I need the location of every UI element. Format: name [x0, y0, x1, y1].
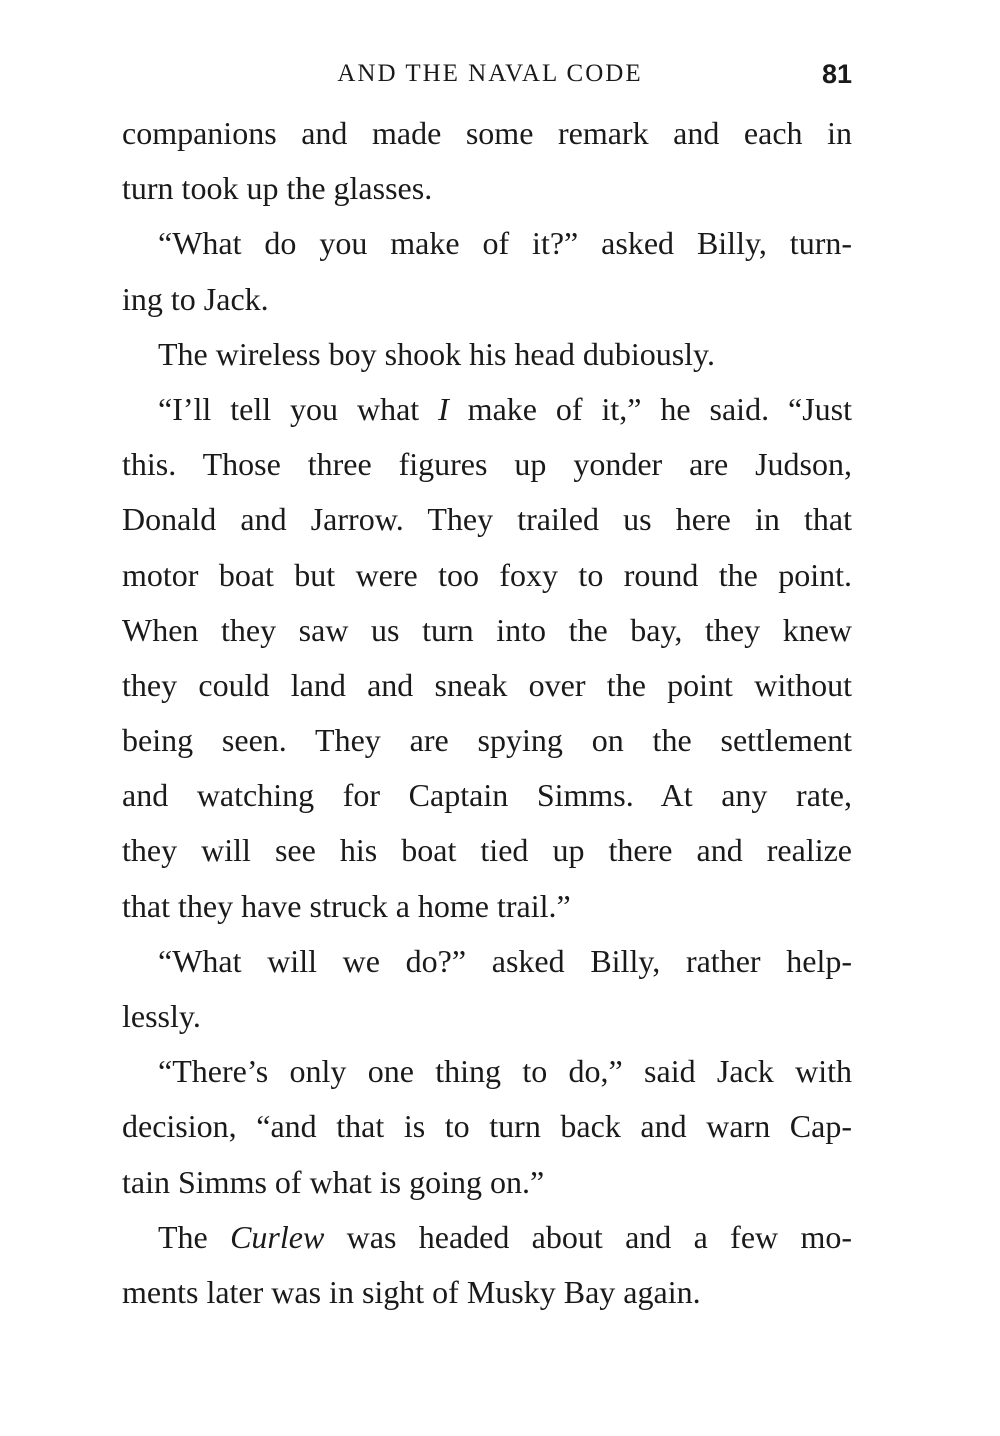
text-line: The Curlew was headed about and a few mo-: [158, 1218, 852, 1255]
text-line: they could land and sneak over the point without: [122, 666, 852, 703]
text-line: being seen. They are spying on the settlement: [122, 722, 852, 759]
text-line: lessly.: [122, 998, 201, 1034]
italic-word: I: [438, 390, 449, 427]
text-line: ments later was in sight of Musky Bay again.: [122, 1273, 701, 1310]
text-line: When they saw us turn into the bay, they knew: [122, 611, 852, 648]
italic-word: Curlew: [230, 1218, 325, 1255]
text-line: “There’s only one thing to do,” said Jack with: [158, 1053, 852, 1090]
text-line: “What will we do?” asked Billy, rather help-: [158, 942, 852, 979]
running-title: AND THE NAVAL CODE: [337, 60, 643, 87]
text-line: The wireless boy shook his head dubiously.: [158, 335, 715, 372]
text-line: tain Simms of what is going on.”: [122, 1163, 545, 1200]
text-line: “I’ll tell you what I make of it,” he said. “Just: [158, 390, 853, 427]
text-line: “What do you make of it?” asked Billy, turn-: [158, 225, 852, 262]
text-line: turn took up the glasses.: [122, 170, 433, 207]
text-line: that they have struck a home trail.”: [122, 887, 571, 924]
text-line: companions and made some remark and each in: [122, 115, 852, 151]
text-line: and watching for Captain Simms. At any rate,: [122, 777, 852, 814]
running-head: [120, 58, 860, 98]
text-line: motor boat but were too foxy to round the point.: [122, 556, 852, 593]
text-line: decision, “and that is to turn back and warn Cap-: [122, 1108, 852, 1145]
text-line: Donald and Jarrow. They trailed us here in that: [122, 501, 852, 538]
page-number: 81: [821, 59, 852, 89]
text-line: this. Those three figures up yonder are Judson,: [122, 446, 852, 483]
body-text: [122, 106, 852, 1320]
text-line: they will see his boat tied up there and realize: [122, 832, 852, 869]
text-line: ing to Jack.: [122, 280, 269, 317]
